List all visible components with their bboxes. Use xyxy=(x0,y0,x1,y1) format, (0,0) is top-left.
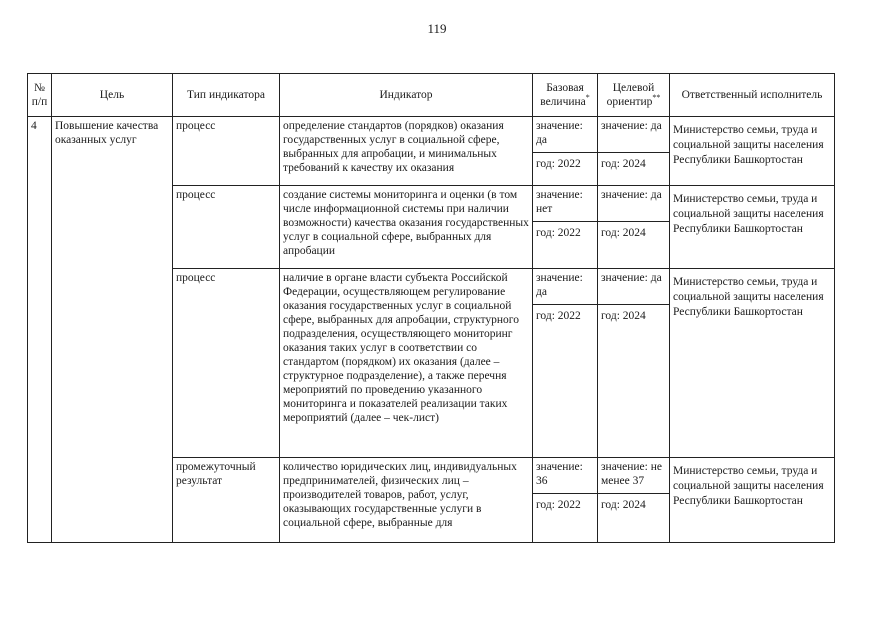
indicators-table xyxy=(27,73,835,543)
responsible-cell: Министерство семьи, труда и социальной защиты населения Республики Башкортостан xyxy=(670,117,835,186)
indicator-cell: создание системы мониторинга и оценки (в том числе информационной системы при наличии возможности) качества оказания государственных услуг в социальной сфере, выбранных для апробации xyxy=(280,186,533,269)
target-cell xyxy=(598,186,670,269)
type-cell: процесс xyxy=(173,117,280,186)
header-row xyxy=(28,74,835,117)
header-responsible: Ответственный исполнитель xyxy=(670,74,835,117)
target-value: значение: да xyxy=(598,117,669,153)
header-type: Тип индикатора xyxy=(173,74,280,117)
base-cell xyxy=(533,117,598,186)
base-cell xyxy=(533,458,598,543)
base-cell xyxy=(533,269,598,458)
responsible-cell: Министерство семьи, труда и социальной защиты населения Республики Башкортостан xyxy=(670,186,835,269)
base-value: значение: нет xyxy=(533,186,597,222)
indicator-cell: количество юридических лиц, индивидуальных предпринимателей, физических лиц – производителей товаров, работ, услуг, оказывающих государственные услуги в социальной сфере, выбранные для xyxy=(280,458,533,543)
header-target xyxy=(598,74,670,117)
header-goal: Цель xyxy=(52,74,173,117)
base-value: значение: 36 xyxy=(533,458,597,494)
base-year: год: 2022 xyxy=(536,310,581,322)
target-cell xyxy=(598,269,670,458)
header-target-label: Целевой ориентир xyxy=(606,82,655,108)
target-year: год: 2024 xyxy=(601,227,646,239)
indicator-cell: определение стандартов (порядков) оказания государственных услуг в социальной сфере, выбранных для апробации, и минимальных требований к качеству их оказания xyxy=(280,117,533,186)
target-value: значение: не менее 37 xyxy=(598,458,669,494)
header-target-footnote: ** xyxy=(652,93,661,103)
base-cell xyxy=(533,186,598,269)
page-number: 119 xyxy=(427,21,447,36)
target-cell xyxy=(598,458,670,543)
header-base-footnote: * xyxy=(585,93,590,103)
target-cell xyxy=(598,117,670,186)
table-row xyxy=(28,117,835,186)
type-cell: промежуточный результат xyxy=(173,458,280,543)
target-value: значение: да xyxy=(598,186,669,222)
header-base xyxy=(533,74,598,117)
goal-cell: Повышение качества оказанных услуг xyxy=(52,117,173,543)
target-year: год: 2024 xyxy=(601,499,646,511)
base-year: год: 2022 xyxy=(536,158,581,170)
indicator-cell: наличие в органе власти субъекта Российской Федерации, осуществляющем регулирование оказания государственных услуг в социальной сфере, выбранных для апробации, структурного подразделения, осуществляющего мониторинг оказания таких услуг в соответствии со стандартом (порядком) их оказания (далее – структурное подразделение), а также перечня мероприятий по проведению указанного мониторинга и показателей реализации таких мероприятий (далее – чек-лист) xyxy=(280,269,533,458)
target-year: год: 2024 xyxy=(601,310,646,322)
type-cell: процесс xyxy=(173,186,280,269)
responsible-cell: Министерство семьи, труда и социальной защиты населения Республики Башкортостан xyxy=(670,269,835,458)
header-indicator: Индикатор xyxy=(280,74,533,117)
base-year: год: 2022 xyxy=(536,499,581,511)
responsible-cell: Министерство семьи, труда и социальной защиты населения Республики Башкортостан xyxy=(670,458,835,543)
header-num: № п/п xyxy=(28,74,52,117)
base-value: значение: да xyxy=(533,117,597,153)
target-value: значение: да xyxy=(598,269,669,305)
base-year: год: 2022 xyxy=(536,227,581,239)
row-number: 4 xyxy=(28,117,52,543)
type-cell: процесс xyxy=(173,269,280,458)
base-value: значение: да xyxy=(533,269,597,305)
header-base-label: Базовая величина xyxy=(540,82,586,108)
target-year: год: 2024 xyxy=(601,158,646,170)
